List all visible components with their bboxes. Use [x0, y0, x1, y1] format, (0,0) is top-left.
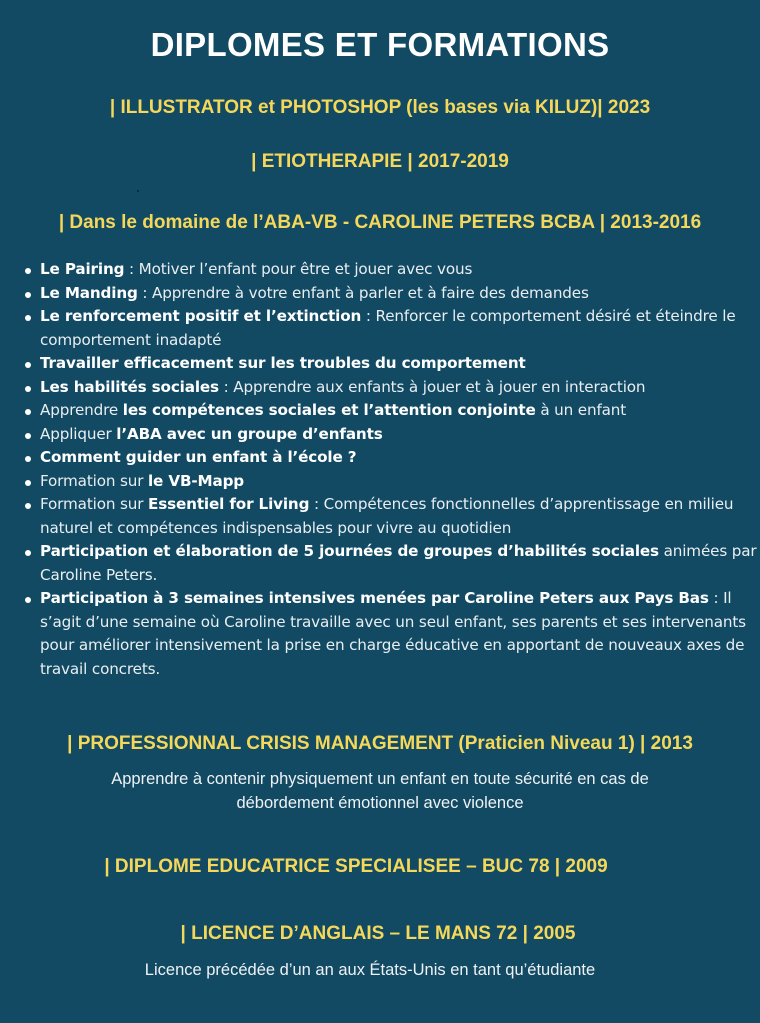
item-bold-text: Le Manding	[40, 283, 138, 302]
section-heading-illustrator: | ILLUSTRATOR et PHOTOSHOP (les bases via KILUZ)| 2023	[109, 97, 651, 118]
section-heading-licence-anglais: | LICENCE D’ANGLAIS – LE MANS 72 | 2005	[180, 923, 576, 944]
section-heading-etiotherapie: | ETIOTHERAPIE | 2017-2019	[251, 151, 509, 172]
list-item	[40, 376, 760, 400]
section-description-crisis-management: Apprendre à contenir physiquement un enfant en toute sécurité en cas de débordement émotionnel avec violence	[111, 770, 649, 812]
item-text: Apprendre	[40, 401, 123, 419]
item-text: à un enfant	[535, 401, 627, 419]
section-heading-diplome-educatrice: | DIPLOME EDUCATRICE SPECIALISEE – BUC 78 | 2009	[104, 856, 608, 877]
item-bold-text: Travailler efficacement sur les troubles du comportement	[40, 354, 526, 372]
section-heading-crisis-management: | PROFESSIONNAL CRISIS MANAGEMENT (Praticien Niveau 1) | 2013	[67, 733, 693, 754]
item-text: Formation sur	[40, 471, 148, 490]
list-item	[40, 305, 760, 352]
item-text: : Apprendre à votre enfant à parler et à faire des demandes	[137, 283, 589, 302]
item-bold-text: le VB-Mapp	[148, 471, 245, 490]
item-text: : Motiver l’enfant pour être et jouer avec vous	[124, 260, 473, 278]
item-text: : Renforcer le comportement désiré et éteindre le comportement inadapté	[40, 307, 736, 349]
list-item	[40, 470, 760, 494]
list-item	[40, 493, 760, 540]
item-bold-text: Les habilités sociales	[40, 377, 219, 396]
list-item	[40, 282, 760, 306]
item-text: animées par Caroline Peters.	[40, 542, 757, 584]
list-item	[40, 352, 760, 376]
item-text: : Il s’agit d’une semaine où Caroline travaille avec un seul enfant, ses parents et ses intervenants pour améliorer intensivement la prise en charge éducative en apportant de nouveaux axes de travail concrets.	[40, 589, 746, 678]
list-item	[40, 258, 760, 282]
item-bold-text: Participation à 3 semaines intensives menées par Caroline Peters aux Pays Bas	[40, 589, 709, 607]
aba-training-list	[22, 258, 760, 681]
list-item	[40, 587, 760, 681]
section-description-licence-anglais: Licence précédée d’un an aux États-Unis en tant qu’étudiante	[144, 961, 596, 979]
stray-mark	[137, 190, 139, 192]
item-bold-text: Le Pairing	[40, 260, 125, 278]
item-bold-text: Le renforcement positif et l’extinction	[40, 307, 362, 325]
list-item	[40, 423, 760, 447]
item-bold-text: l’ABA avec un groupe d’enfants	[116, 424, 383, 443]
list-item	[40, 446, 760, 470]
list-item	[40, 540, 760, 587]
section-heading-aba: | Dans le domaine de l’ABA-VB - CAROLINE PETERS BCBA | 2013-2016	[58, 212, 702, 233]
item-text: : Apprendre aux enfants à jouer et à jouer en interaction	[218, 377, 646, 396]
item-bold-text: les compétences sociales et l’attention conjointe	[122, 401, 536, 419]
page-title: DIPLOMES ET FORMATIONS	[150, 26, 610, 63]
item-text: : Compétences fonctionnelles d’apprentissage en milieu naturel et compétences indispensables pour vivre au quotidien	[40, 495, 734, 537]
item-bold-text: Participation et élaboration de 5 journées de groupes d’habilités sociales	[40, 542, 659, 560]
item-bold-text: Comment guider un enfant à l’école ?	[40, 448, 357, 466]
item-text: Appliquer	[40, 424, 117, 443]
item-text: Formation sur	[40, 495, 148, 513]
list-item	[40, 399, 760, 423]
item-bold-text: Essentiel for Living	[148, 495, 310, 513]
